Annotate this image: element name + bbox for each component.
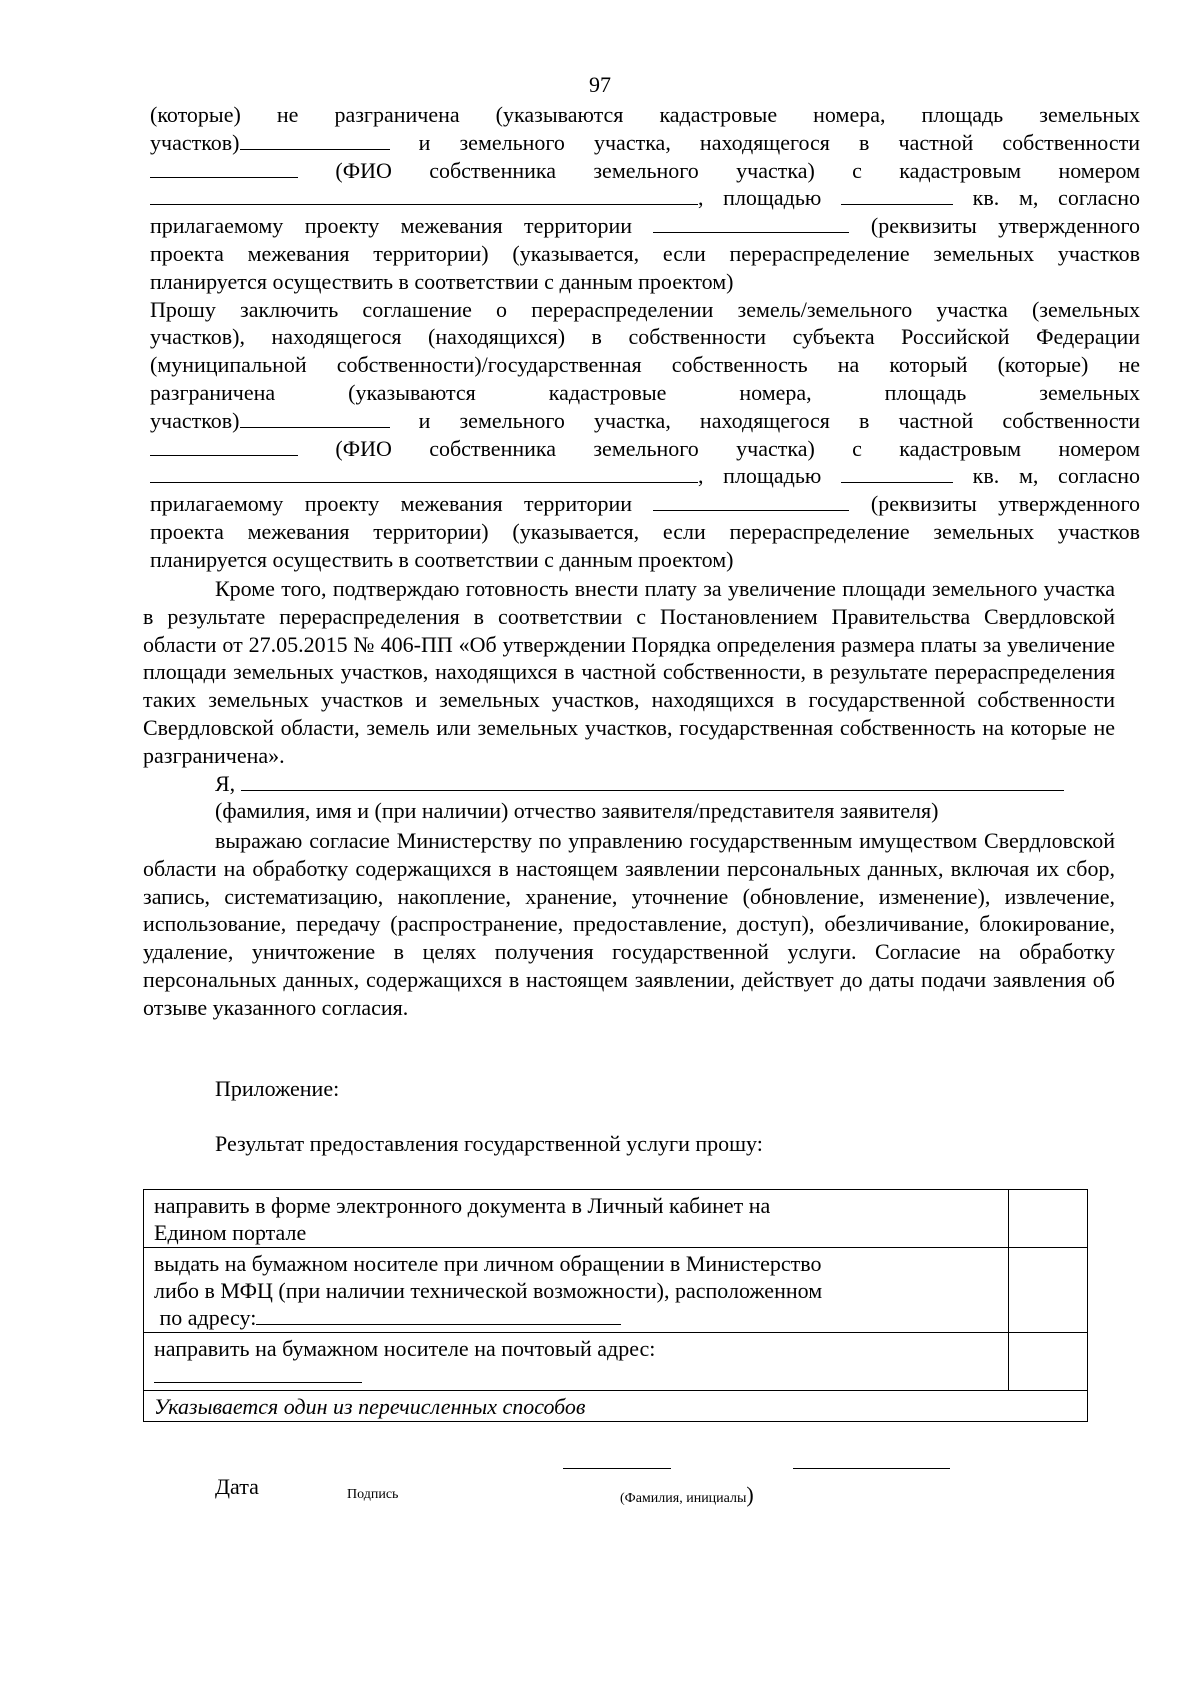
- table-row: [144, 1190, 1088, 1248]
- text-line: участков) и земельного участка, находящегося в частной собственности: [150, 129, 1140, 155]
- text-line: (муниципальной собственности)/государственная собственность на который (которые) не: [150, 352, 1140, 378]
- option-text: направить на бумажном носителе на почтовый адрес:: [144, 1333, 1009, 1391]
- text-line: участков), находящегося (находящихся) в собственности субъекта Российской Федерации: [150, 324, 1140, 350]
- appendix-label: Приложение:: [215, 1076, 340, 1101]
- applicant-prefix: Я,: [215, 770, 241, 796]
- text-line: (ФИО собственника земельного участка) с кадастровым номером: [150, 157, 1140, 185]
- text-line: (ФИО собственника земельного участка) с кадастровым номером: [150, 435, 1140, 463]
- cadastral-numbers-field[interactable]: [240, 129, 390, 150]
- owner-name-field[interactable]: [150, 157, 298, 178]
- survey-project-field[interactable]: [653, 212, 849, 233]
- text-line: проекта межевания территории) (указывается, если перераспределение земельных участков: [150, 518, 1140, 544]
- option-text: направить в форме электронного документа в Личный кабинет на Едином портале: [144, 1190, 1009, 1248]
- area-field[interactable]: [841, 184, 953, 205]
- request-block: [150, 101, 1140, 574]
- table-row: [144, 1248, 1088, 1333]
- text-line: прилагаемому проекту межевания территории (реквизиты утвержденного: [150, 213, 1140, 239]
- signature-line[interactable]: [563, 1467, 671, 1469]
- text-line: (которые) не разграничена (указываются кадастровые номера, площадь земельных: [150, 102, 1140, 127]
- signature-label: Подпись: [347, 1487, 399, 1502]
- name-line[interactable]: [793, 1467, 950, 1469]
- date-label: Дата: [215, 1474, 259, 1499]
- cadastral-number-field[interactable]: [150, 184, 698, 205]
- text-line: Прошу заключить соглашение о перераспределении земель/земельного участка (земельных: [150, 296, 1140, 322]
- text-line: , площадью кв. м, согласно: [150, 462, 1140, 490]
- payment-block: [143, 575, 1115, 825]
- option-checkbox-cell[interactable]: [1009, 1333, 1088, 1391]
- postal-address-field[interactable]: [154, 1362, 362, 1383]
- name-label: (Фамилия, инициалы): [620, 1482, 754, 1507]
- area-field[interactable]: [841, 462, 953, 483]
- text-line: прилагаемому проекту межевания территории (реквизиты утвержденного: [150, 491, 1140, 517]
- applicant-line: [143, 770, 1115, 798]
- address-field[interactable]: [256, 1304, 621, 1325]
- payment-paragraph: Кроме того, подтверждаю готовность внести плату за увеличение площади земельного участка в результате перераспределения в соответствии с Постановлением Правительства Свердловской области от 27.05.2015 № 406-ПП «Об утверждении Порядка определения размера платы за увеличение площади земельных участков, находящихся в частной собственности, в результате перераспределения таких земельных участков и земельных участков, находящихся в государственной собственности Свердловской области, земель или земельных участков, государственная собственность на которые не разграничена».: [143, 576, 1115, 768]
- table-row: [144, 1391, 1088, 1422]
- page-number: 97: [589, 72, 611, 97]
- text-line: планируется осуществить в соответствии с данным проектом): [150, 268, 734, 294]
- consent-paragraph: выражаю согласие Министерству по управлению государственным имуществом Свердловской области на обработку содержащихся в настоящем заявлении персональных данных, включая их сбор, запись, систематизацию, накопление, хранение, уточнение (обновление, изменение), извлечение, использование, передачу (распространение, предоставление, доступ), обезличивание, блокирование, удаление, уничтожение в целях получения государственной услуги. Согласие на обработку персональных данных, содержащихся в настоящем заявлении, действует до даты подачи заявления об отзыве указанного согласия.: [143, 828, 1115, 1020]
- options-note: Указывается один из перечисленных способов: [144, 1391, 1088, 1422]
- text-line: , площадью кв. м, согласно: [150, 184, 1140, 212]
- text-line: участков) и земельного участка, находящегося в частной собственности: [150, 407, 1140, 433]
- applicant-name-field[interactable]: [241, 770, 1064, 791]
- cadastral-number-field[interactable]: [150, 462, 698, 483]
- option-checkbox-cell[interactable]: [1009, 1190, 1088, 1248]
- table-row: [144, 1333, 1088, 1391]
- text-line: разграничена (указываются кадастровые номера, площадь земельных: [150, 379, 1140, 405]
- result-request: Результат предоставления государственной услуги прошу:: [215, 1131, 763, 1156]
- survey-project-field[interactable]: [653, 490, 849, 511]
- option-text: выдать на бумажном носителе при личном обращении в Министерство либо в МФЦ (при наличии технической возможности), расположенном по адресу:: [144, 1248, 1009, 1333]
- applicant-hint: (фамилия, имя и (при наличии) отчество заявителя/представителя заявителя): [215, 798, 939, 824]
- cadastral-numbers-field[interactable]: [240, 407, 390, 428]
- owner-name-field[interactable]: [150, 435, 298, 456]
- text-line: планируется осуществить в соответствии с данным проектом): [150, 546, 734, 572]
- consent-block: [143, 827, 1115, 1022]
- delivery-options-table: [143, 1189, 1088, 1422]
- text-line: проекта межевания территории) (указывается, если перераспределение земельных участков: [150, 240, 1140, 266]
- option-checkbox-cell[interactable]: [1009, 1248, 1088, 1333]
